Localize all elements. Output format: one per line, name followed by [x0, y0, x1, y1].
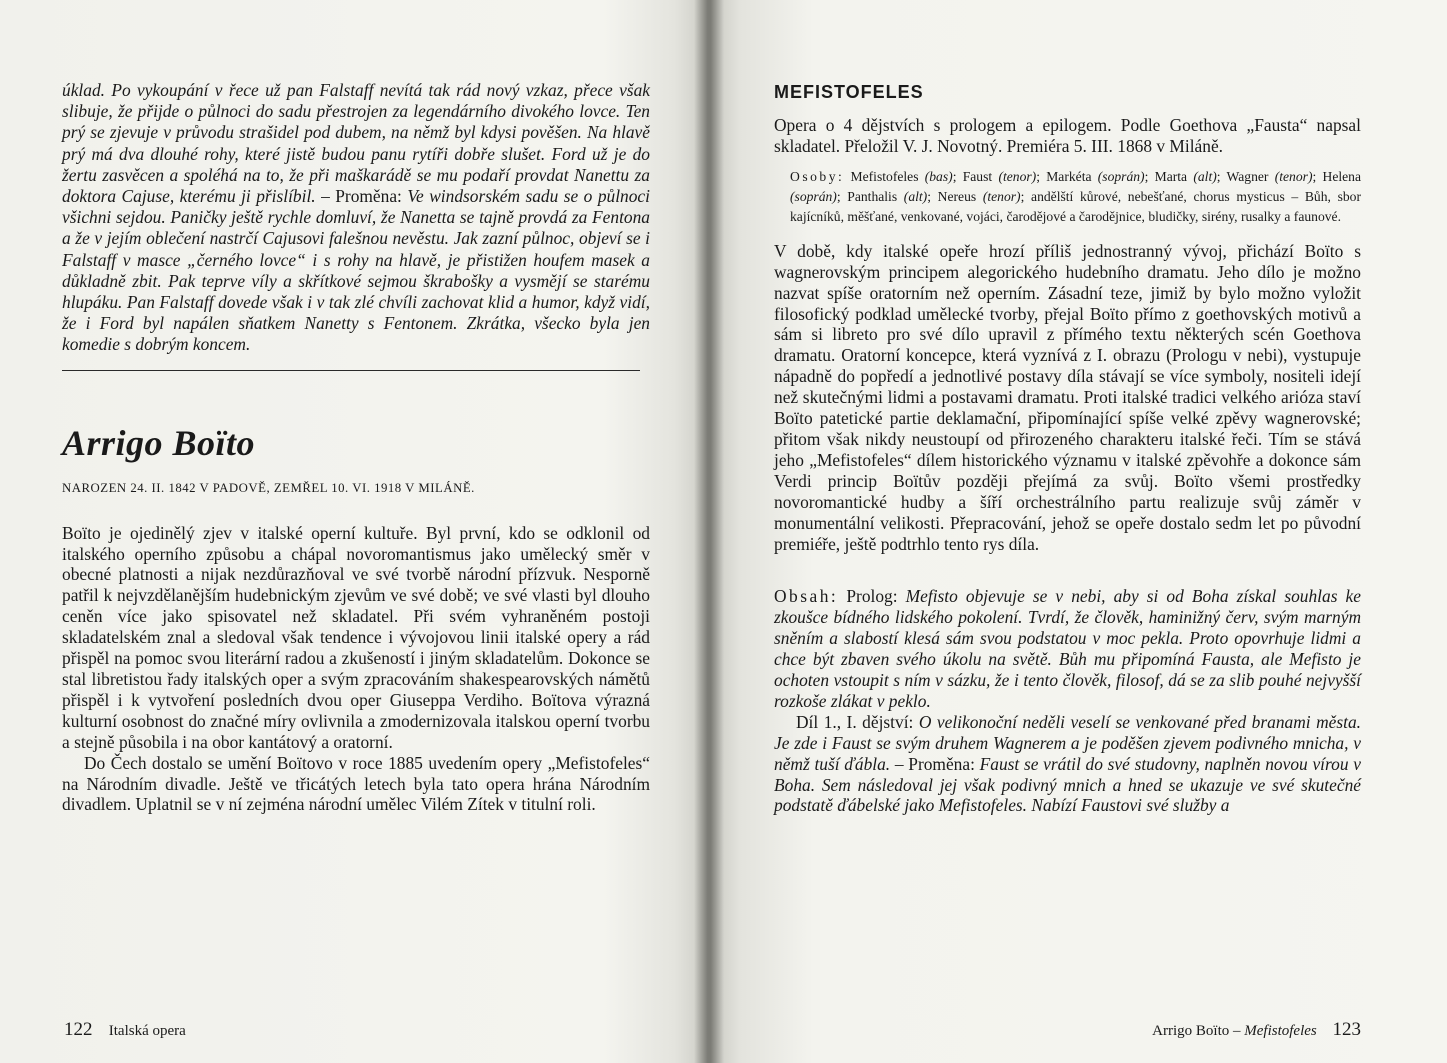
falstaff-synopsis-end-2: Ve windsorském sadu se o půlnoci všichni sejdou. Paničky ještě rychle domluví, že Nanetta se tajně provdá za Fentona a že v jejím oblečení nastrčí Cajusovi falešnou nevěstu. Jak zazní půlnoc, objeví se i Falstaff v masce „černého lovce“ i s rohy na hlavě, je přistižen houfem masek a důkladně zbit. Pak teprve víly a skřítkové sejmou škrabošky a vysmějí se starému hlupáku. Pan Falstaff dovede však i v tak zlé chvíli zachovat klid a humor, když vidí, že i Ford byl napálen sňatkem Nanetty s Fentonem. Zkrátka, všecko byla jen komedie s dobrým koncem.: [62, 186, 650, 355]
running-head-author: Arrigo Boïto: [1152, 1023, 1230, 1039]
cast-rest: andělští kůrové, nebešťané, chorus mysticus – Bůh, sbor kajícníků, měšťané, venkované, vojáci, čarodějové a čarodějnice, bludičky, sirény, rusalky a faunové.: [790, 188, 1361, 224]
cast-role: Panthalis (alt);: [840, 188, 931, 204]
left-page-top-text: [62, 80, 650, 356]
composer-name: Arrigo Boïto: [62, 422, 256, 463]
right-page: [710, 0, 1447, 1063]
cast-role-name: Mefistofeles: [850, 168, 925, 184]
prolog-text: Mefisto objevuje se v nebi, aby si od Boha získal souhlas ke zkoušce bídného lidského pokolení. Tvrdí, že člověk, haminižný červ, svým marným sněním a slabostí klesá sám svou podstatou v moc pekla. Proto opovrhuje lidmi a chce být zbaven svého úkolu na světě. Bůh mu připomíná Fausta, ale Mefisto je ochoten vstoupit s ním v sázku, že i tento člověk, filosof, dá se za slib pouhé nejvyšší rozkoše zlákat v peklo.: [774, 586, 1361, 711]
opera-description: V době, kdy italské opeře hrozí příliš jednostranný vývoj, přichází Boïto s wagnerovským principem alegorického hudebního dramatu. Jeho dílo je možno nazvat spíše oratorním než operním. Zásadní teze, jimiž by bylo možno vyložit filosofický podklad umělecké tvorby, přejal Boïto přímo z goethovských motivů a sám si libreto pro své dílo upravil z přímého textu některých scén Goethova dramatu. Oratorní koncepce, která vyznívá z I. obrazu (Prologu v nebi), vystupuje nápadně do popředí a jednotlivé postavy díla stávají se více symboly, nositeli idejí než skutečnými lidmi a postavami dramatu. Proti italské tradici velkého arióza staví Boïto patetické partie deklamační, připomínající spíše velké zpěvy wagnerovské; přitom však nikdy neustoupí od přirozeného charakteru italské řeči. Tím se stává jeho „Mefistofeles“ dílem historického významu v italské zpěvohře a dokonce sám Verdi princip Boïtův později přejímá za svůj. Boïto všemi prostředky novoromantické hudby a šíří orchestrálního partu realizuje svůj záměr v monumentální velikosti. Přepracování, jehož se opeře dostalo sedm let po původní premiéře, ještě podtrhlo tento rys díla.: [774, 240, 1361, 554]
running-head-title: Mefistofeles: [1244, 1023, 1317, 1039]
right-page-footer: [1152, 1019, 1361, 1041]
running-head-dash: –: [1233, 1023, 1241, 1039]
page-number-right: 123: [1332, 1019, 1361, 1040]
cast-role-voice: (alt): [1193, 168, 1217, 184]
cast-role: Wagner (tenor);: [1220, 168, 1317, 184]
left-page: [0, 0, 710, 1063]
cast-role-name: Wagner: [1220, 168, 1275, 184]
left-page-footer: [64, 1019, 186, 1041]
cast-label: Osoby:: [790, 168, 845, 184]
cast-role-name: Nereus: [930, 188, 983, 204]
cast-list: [790, 167, 1361, 227]
bio-paragraph-1: Boïto je ojedinělý zjev v italské operní kultuře. Byl první, kdo se odklonil od italského operního způsobu a chápal novoromantismus jako umělecký směr v obecné platnosti a nijak nezdůrazňoval ve své tvorbě národní přízvuk. Nesporně patřil k nejvzdělanějším hudebnickým zjevům ve své době; ve své vlasti byl dlouho ceněn více jako spisovatel než skladatel. Při svém vyhraněném postoji skladatelském znal a sledoval však tendence i vývojovou linii italské opery a rád přispěl na pomoc svou literární radou a zkušeností i jiným skladatelům. Dokonce se stal libretistou řady italských oper a svým zpracováním shakespearovských námětů přispěl i k vytvoření posledních dvou oper Giuseppa Verdiho. Boïtova výrazná kulturní osobnost do značné míry ovlivnila a zmodernizovala italskou operní tvorbu a stejně působila i na obor kantátový a oratorní.: [62, 522, 650, 752]
proměna-label: – Proměna:: [321, 186, 402, 207]
cast-role-name: Helena: [1316, 168, 1361, 184]
cast-role-voice: (tenor): [998, 168, 1037, 184]
cast-role-name: Panthalis: [840, 188, 904, 204]
cast-role-voice: (soprán): [790, 188, 837, 204]
synopsis-act-1: [774, 712, 1361, 817]
cast-role-name: Marta: [1148, 168, 1194, 184]
cast-role-voice: (alt): [903, 188, 928, 204]
opera-title: MEFISTOFELES: [774, 82, 924, 102]
composer-dates: NAROZEN 24. II. 1842 V PADOVĚ, ZEMŘEL 10. VI. 1918 V MILÁNĚ.: [62, 480, 475, 495]
cast-role: Nereus (tenor);: [930, 188, 1025, 204]
opera-intro: Opera o 4 dějstvích s prologem a epilogem. Podle Goethova „Fausta“ napsal skladatel. Přeložil V. J. Novotný. Premiéra 5. III. 1868 v Miláně.: [774, 115, 1361, 156]
cast-role-voice: (bas): [924, 168, 953, 184]
cast-role: Faust (tenor);: [956, 168, 1040, 184]
act-1-proměna-text: Faust se vrátil do své studovny, naplněn novou vírou v Boha. Sem následoval jej však podivný mnich a hned se ukazuje ve své skutečné podstatě ďábelské jako Mefistofeles. Nabízí Faustovi své služby a: [774, 753, 1361, 816]
cast-role: Mefistofeles (bas);: [850, 168, 957, 184]
running-head-right: [1152, 1023, 1320, 1039]
page-number-left: 122: [64, 1019, 93, 1040]
cast-role-name: Faust: [956, 168, 999, 184]
act-1-label: Díl 1., I. dějství:: [796, 711, 914, 732]
act-1-text: O velikonoční neděli veselí se venkované před branami města. Je zde i Faust se svým druhem Wagnerem a je poděšen zjevem podivného mnicha, v němž tuší ďábla.: [774, 711, 1362, 774]
act-1-proměna-label: – Proměna:: [894, 753, 975, 774]
cast-role: Markéta (soprán);: [1039, 168, 1149, 184]
cast-role: Marta (alt);: [1148, 168, 1221, 184]
cast-role-voice: (tenor): [1274, 168, 1313, 184]
synopsis-label: Obsah:: [774, 586, 839, 607]
composer-biography: [62, 523, 650, 816]
synopsis-prolog: [774, 586, 1361, 711]
section-divider: [62, 370, 640, 371]
opera-synopsis: [774, 586, 1361, 816]
cast-role-name: Markéta: [1039, 168, 1098, 184]
cast-role-voice: (soprán): [1097, 168, 1145, 184]
cast-role-voice: (tenor): [982, 188, 1021, 204]
falstaff-synopsis-end-1: úklad. Po vykoupání v řece už pan Falstaff nevítá tak rád nový vzkaz, přece však slibuje, že přijde o půlnoci do sadu přestrojen za legendárního divokého lovce. Ten prý se zjevuje v průvodu strašidel pod dubem, na němž byl kdysi pověšen. Na hlavě prý má dva dlouhé rohy, které jistě budou panu rytíři dobře slušet. Ford už je do žertu zasvěcen a spoléhá na to, že při maškarádě se mu podaří provdat Nanettu za doktora Cajuse, kterému ji přislíbil.: [62, 80, 650, 207]
bio-paragraph-2: Do Čech dostalo se umění Boïtovo v roce 1885 uvedením opery „Mefistofeles“ na Národním divadle. Ještě ve třicátých letech byla tato opera hrána Národním divadlem. Uplatnil se v ní zejména národní umělec Vilém Zítek v titulní roli.: [62, 752, 650, 815]
cast-role: Helena (soprán);: [790, 168, 1361, 204]
prolog-label: Prolog:: [846, 586, 898, 607]
running-head-left: Italská opera: [108, 1023, 186, 1039]
